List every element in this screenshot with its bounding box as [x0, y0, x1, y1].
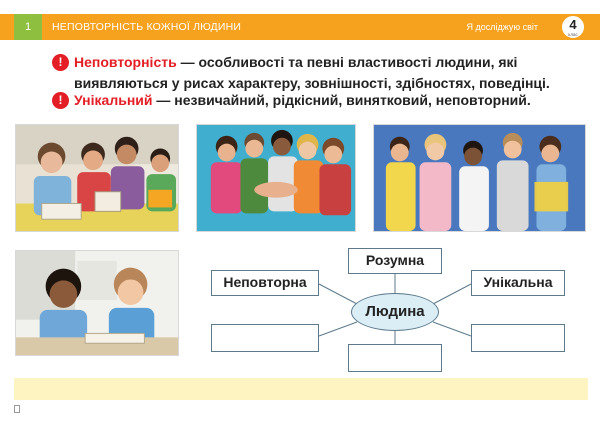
- mind-map-box-right[interactable]: Унікальна: [471, 270, 565, 296]
- mind-map-box-bottom[interactable]: [348, 344, 442, 372]
- definition-term: Унікальний: [74, 92, 153, 108]
- mind-map-box-top[interactable]: Розумна: [348, 248, 442, 274]
- grade-badge: [560, 14, 586, 40]
- mind-map-box-left[interactable]: Неповторна: [211, 270, 319, 296]
- definition-text: — незвичайний, рідкісний, винятковий, неповторний.: [152, 92, 531, 108]
- exclamation-icon: !: [52, 92, 69, 109]
- photo-group-of-teens: [373, 124, 586, 232]
- exclamation-icon: !: [52, 54, 69, 71]
- mind-map: [205, 244, 590, 374]
- definition-term: Неповторність: [74, 54, 177, 70]
- publisher-logo: [14, 405, 20, 413]
- photo-children-at-desk: [15, 250, 179, 356]
- grade-label: клас: [568, 32, 578, 37]
- definition-text: — особливості та певні властивості людини, які виявляються у рисах характеру, зовнішності, здібностях, поведінці.: [74, 54, 550, 91]
- photo-children-team-hands: [196, 124, 356, 232]
- header-bar: [0, 14, 600, 40]
- publisher-footer: [14, 403, 588, 419]
- definition-unique: [52, 90, 592, 111]
- grade-number: 4: [569, 17, 577, 32]
- series-title: Я досліджую світ: [466, 22, 538, 32]
- mind-map-box-bottom-left[interactable]: [211, 324, 319, 352]
- footer-band: [14, 378, 588, 400]
- photo-children-reading: [15, 124, 179, 232]
- lesson-topic: НЕПОВТОРНІСТЬ КОЖНОЇ ЛЮДИНИ: [52, 21, 242, 33]
- definition-uniqueness: [52, 52, 592, 94]
- lesson-number: 1: [14, 14, 42, 40]
- mind-map-center: Людина: [351, 293, 439, 331]
- mind-map-box-bottom-right[interactable]: [471, 324, 565, 352]
